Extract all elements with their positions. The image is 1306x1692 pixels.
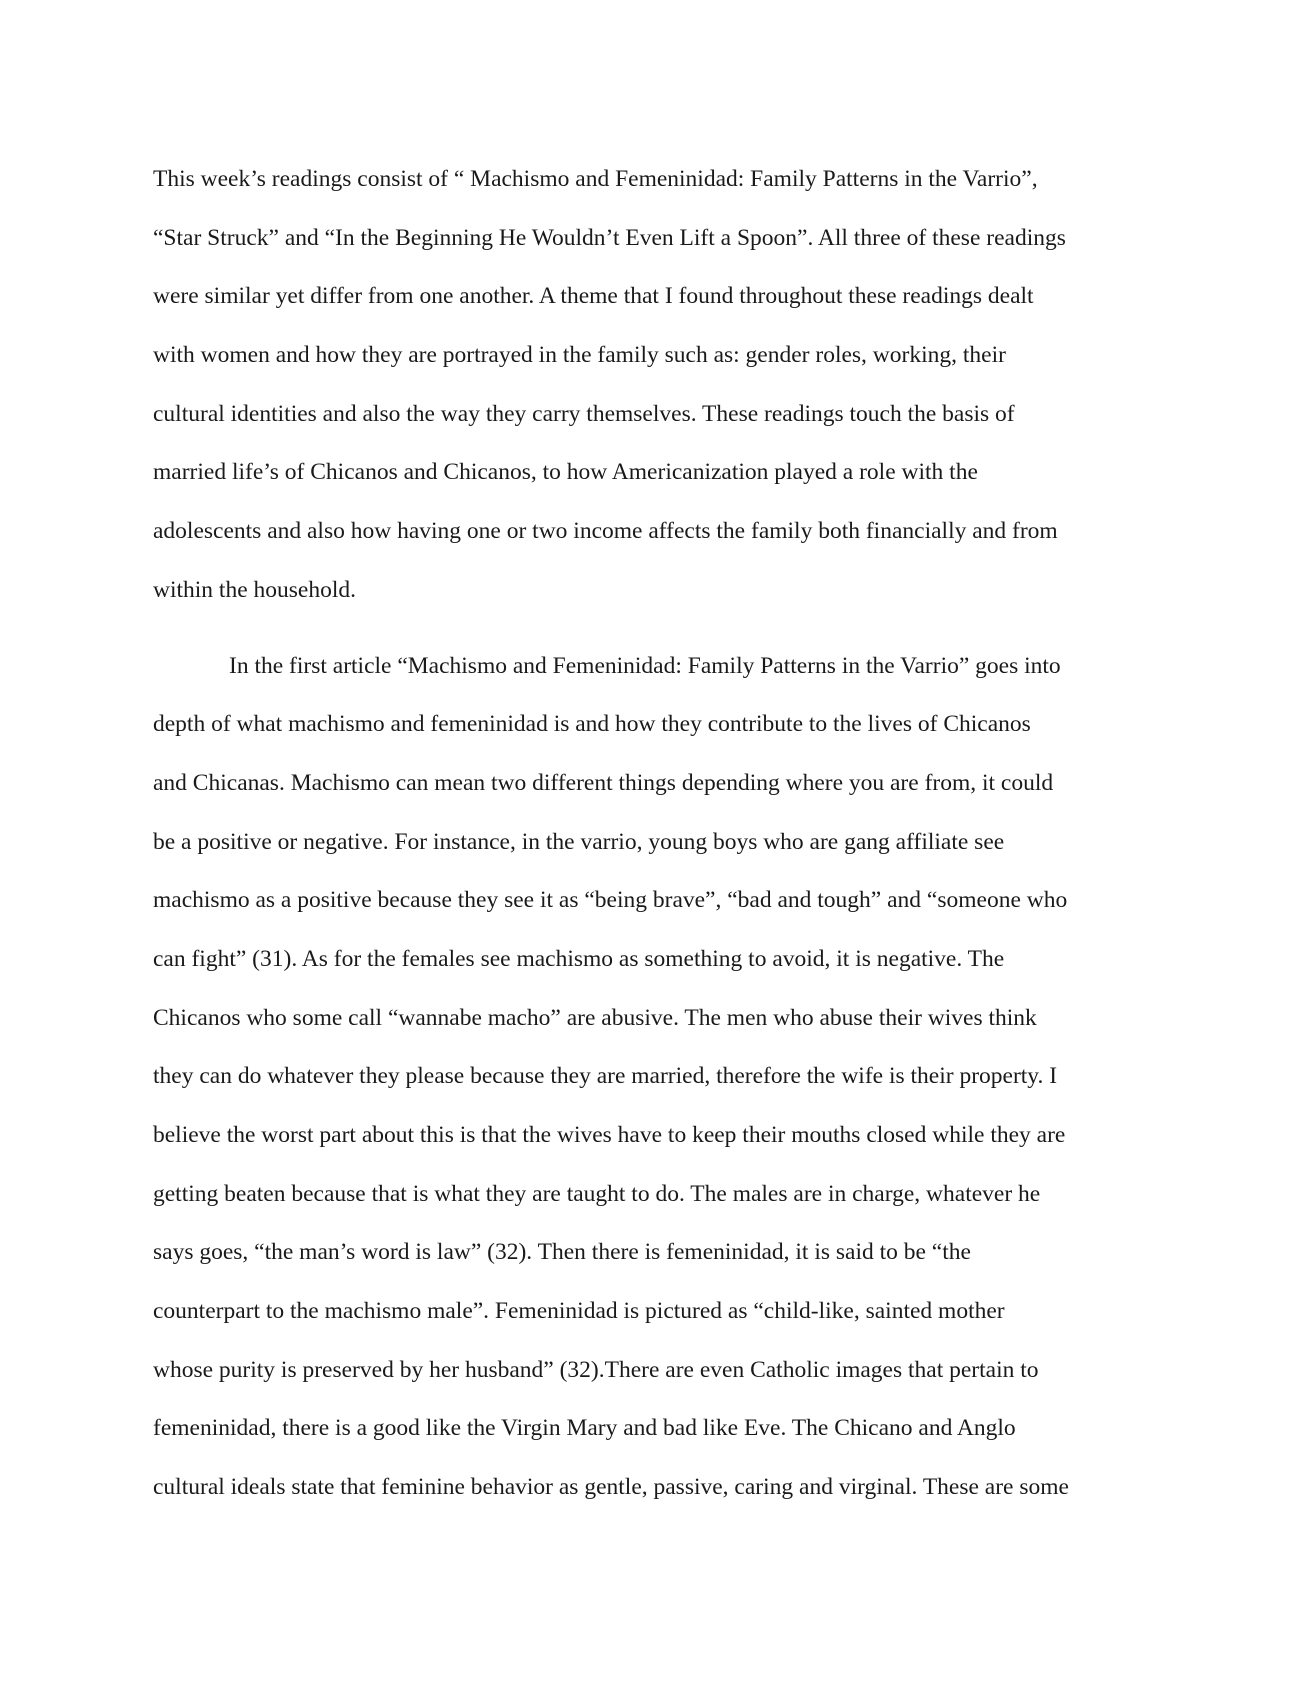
text-line: and Chicanas. Machismo can mean two different things depending where you are from, it could (153, 769, 1054, 796)
text-line: getting beaten because that is what they are taught to do. The males are in charge, whatever he (153, 1180, 1041, 1207)
text-line: be a positive or negative. For instance, in the varrio, young boys who are gang affiliate see (153, 828, 1005, 855)
paragraph-1 (153, 150, 1163, 620)
text-line: cultural ideals state that feminine behavior as gentle, passive, caring and virginal. These are some (153, 1474, 1069, 1501)
text-line: believe the worst part about this is that the wives have to keep their mouths closed while they are (153, 1122, 1066, 1148)
text-line: Chicanos who some call “wannabe macho” are abusive. The men who abuse their wives think (153, 1004, 1037, 1031)
paragraph-spacer (153, 620, 1163, 637)
text-line: “Star Struck” and “In the Beginning He Wouldn’t Even Lift a Spoon”. All three of these readings (153, 224, 1066, 251)
text-line: can fight” (31). As for the females see machismo as something to avoid, it is negative. The (153, 945, 1005, 972)
text-line: adolescents and also how having one or two income affects the family both financially and from (153, 518, 1058, 545)
text-line: machismo as a positive because they see it as “being brave”, “bad and tough” and “someone who (153, 887, 1068, 914)
text-line: with women and how they are portrayed in the family such as: gender roles, working, their (153, 342, 1006, 369)
text-line: were similar yet differ from one another. A theme that I found throughout these readings dealt (153, 283, 1034, 310)
text-line: within the household. (153, 576, 356, 603)
text-line: whose purity is preserved by her husband” (32).There are even Catholic images that pertain to (153, 1356, 1039, 1383)
text-line: cultural identities and also the way they carry themselves. These readings touch the basis of (153, 400, 1015, 427)
text-line-indented: In the first article “Machismo and Femeninidad: Family Patterns in the Varrio” goes into (229, 652, 1061, 679)
text-line: they can do whatever they please because they are married, therefore the wife is their property. I (153, 1063, 1058, 1090)
text-line: femeninidad, there is a good like the Virgin Mary and bad like Eve. The Chicano and Anglo (153, 1415, 1016, 1442)
text-line: says goes, “the man’s word is law” (32). Then there is femeninidad, it is said to be “the (153, 1239, 971, 1266)
text-line: This week’s readings consist of “ Machismo and Femeninidad: Family Patterns in the Varrio”, (153, 166, 1038, 192)
document-body (153, 150, 1163, 1517)
text-line: married life’s of Chicanos and Chicanos, to how Americanization played a role with the (153, 459, 978, 486)
text-line: counterpart to the machismo male”. Femeninidad is pictured as “child-like, sainted mother (153, 1298, 1005, 1325)
paragraph-2 (153, 637, 1163, 1517)
text-line: depth of what machismo and femeninidad is and how they contribute to the lives of Chicanos (153, 711, 1031, 738)
